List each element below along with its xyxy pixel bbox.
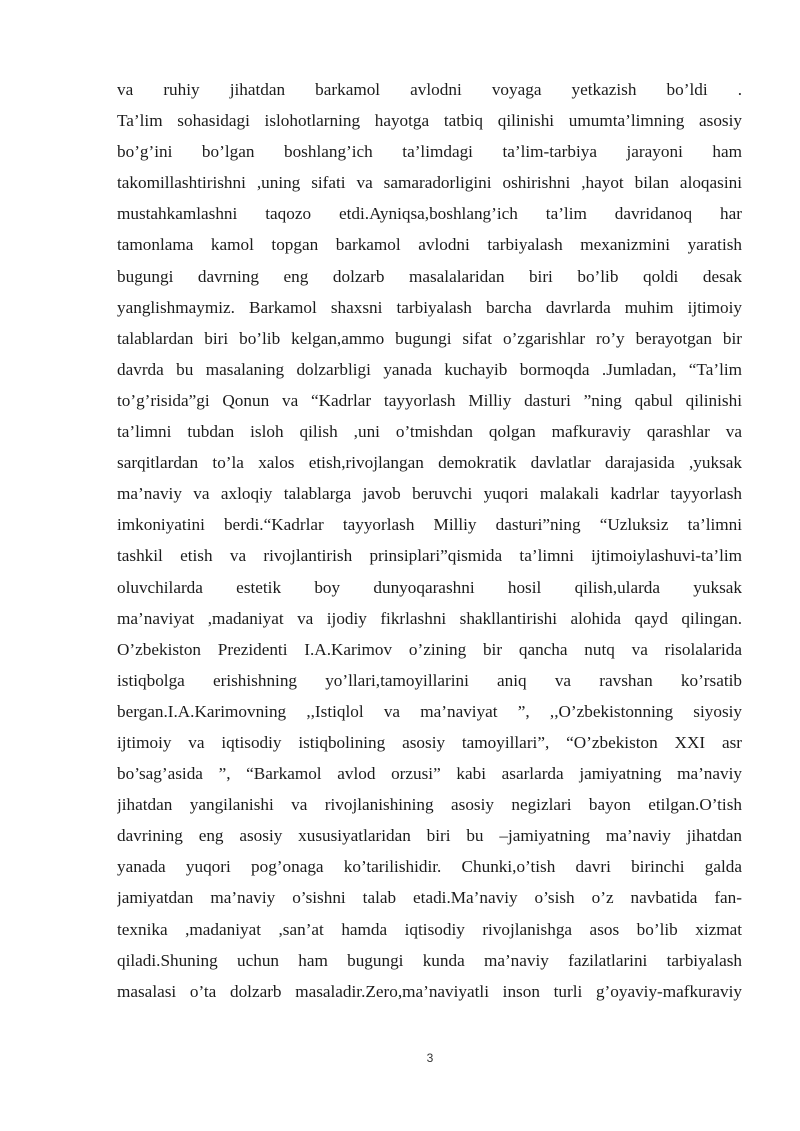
text-line: jamiyatdan ma’naviy o’sishni talab etadi.Ma’naviy o’sish o’z navbatida fan- (117, 888, 742, 908)
text-line: bo’g’ini bo’lgan boshlang’ich ta’limdagi ta’lim-tarbiya jarayoni ham (117, 142, 742, 162)
text-line: qiladi.Shuning uchun ham bugungi kunda ma’naviy fazilatlarini tarbiyalash (117, 950, 742, 970)
text-line: ta’limni tubdan isloh qilish ,uni o’tmishdan qolgan mafkuraviy qarashlar va (117, 422, 742, 442)
text-line: texnika ,madaniyat ,san’at hamda iqtisodiy rivojlanishga asos bo’lib xizmat (117, 919, 742, 939)
text-line: Ta’lim sohasidagi islohotlarning hayotga tatbiq qilinishi umumta’limning asosiy (117, 111, 742, 131)
text-line: tamonlama kamol topgan barkamol avlodni tarbiyalash mexanizmini yaratish (117, 235, 742, 255)
text-line: davrda bu masalaning dolzarbligi yanada kuchayib bormoqda .Jumladan, “Ta’lim (117, 359, 742, 379)
text-line: O’zbekiston Prezidenti I.A.Karimov o’zining bir qancha nutq va risolalarida (117, 639, 742, 659)
text-line: ma’naviyat ,madaniyat va ijodiy fikrlashni shakllantirishi alohida qayd qilingan. (117, 608, 742, 628)
text-line: oluvchilarda estetik boy dunyoqarashni hosil qilish,ularda yuksak (117, 577, 742, 597)
text-line: yanglishmaymiz. Barkamol shaxsni tarbiyalash barcha davrlarda muhim ijtimoiy (117, 297, 742, 317)
text-line: yanada yuqori pog’onaga ko’tarilishidir. Chunki,o’tish davri birinchi galda (117, 857, 742, 877)
body-text (117, 74, 742, 1007)
text-line: mustahkamlashni taqozo etdi.Ayniqsa,boshlang’ich ta’lim davridanoq har (117, 204, 742, 224)
text-line: takomillashtirishni ,uning sifati va samaradorligini oshirishni ,hayot bilan aloqasini (117, 173, 742, 193)
text-line: talablardan biri bo’lib kelgan,ammo bugungi sifat o’zgarishlar ro’y berayotgan bir (117, 328, 742, 348)
text-line: bo’sag’asida ”, “Barkamol avlod orzusi” kabi asarlarda jamiyatning ma’naviy (117, 764, 742, 784)
text-line: to’g’risida”gi Qonun va “Kadrlar tayyorlash Milliy dasturi ”ning qabul qilinishi (117, 390, 742, 410)
text-line: bergan.I.A.Karimovning ,,Istiqlol va ma’naviyat ”, ,,O’zbekistonning siyosiy (117, 701, 742, 721)
page-number: 3 (426, 1051, 434, 1065)
text-line: va ruhiy jihatdan barkamol avlodni voyaga yetkazish bo’ldi . (117, 80, 742, 99)
text-line: tashkil etish va rivojlantirish prinsiplari”qismida ta’limni ijtimoiylashuvi-ta’lim (117, 546, 742, 566)
text-line: sarqitlardan to’la xalos etish,rivojlangan demokratik davlatlar darajasida ,yuksak (117, 453, 742, 473)
text-line: masalasi o’ta dolzarb masaladir.Zero,ma’naviyatli inson turli g’oyaviy-mafkuraviy (117, 981, 742, 1001)
text-line: jihatdan yangilanishi va rivojlanishining asosiy negizlari bayon etilgan.O’tish (117, 795, 742, 815)
text-line: imkoniyatini berdi.“Kadrlar tayyorlash Milliy dasturi”ning “Uzluksiz ta’limni (117, 515, 742, 535)
text-line: ijtimoiy va iqtisodiy istiqbolining asosiy tamoyillari”, “O’zbekiston XXI asr (117, 732, 742, 752)
text-line: ma’naviy va axloqiy talablarga javob beruvchi yuqori malakali kadrlar tayyorlash (117, 484, 742, 504)
text-line: istiqbolga erishishning yo’llari,tamoyillarini aniq va ravshan ko’rsatib (117, 670, 742, 690)
text-line: bugungi davrning eng dolzarb masalalaridan biri bo’lib qoldi desak (117, 266, 742, 286)
text-line: davrining eng asosiy xususiyatlaridan biri bu –jamiyatning ma’naviy jihatdan (117, 826, 742, 846)
